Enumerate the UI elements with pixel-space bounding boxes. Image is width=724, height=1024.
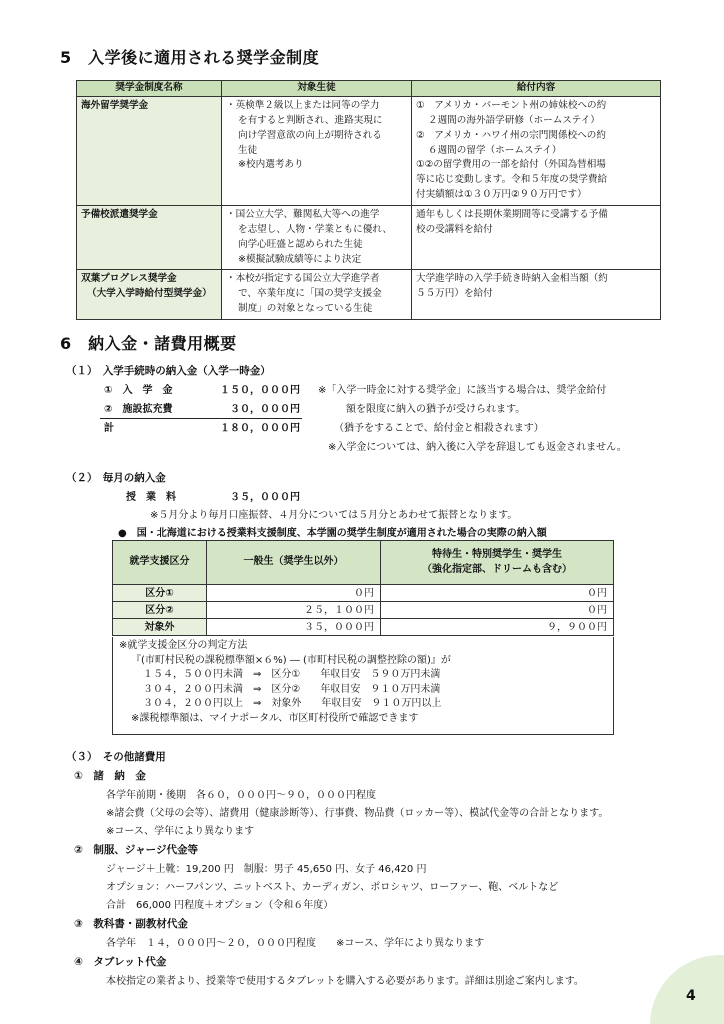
benefit-line: ２週間の海外語学研修（ホームステイ） <box>428 114 600 126</box>
target-students-cell <box>222 206 412 270</box>
target-students-cell <box>222 270 412 320</box>
support-heading: ● 国・北海道における授業料支援制度、本学園の奨学生制度が適用された場合の実際の納入額 <box>118 528 547 539</box>
criteria-box <box>112 637 614 735</box>
total-rule <box>100 418 302 419</box>
misc-fees-line-2: ※諸会費（父母の会等）、諸費用（健康診断等）、行事費、物品費（ロッカー等）、模試代金等の合計となります。 <box>106 808 609 819</box>
general-fee-cell: ３５，０００円 <box>207 619 381 636</box>
page-number: 4 <box>686 988 696 1004</box>
uniform-heading: ② 制服、ジャージ代金等 <box>74 844 198 856</box>
header-benefit: 給付内容 <box>412 81 661 97</box>
uniform-line-3: 合計 66,000 円程度＋オプション（令和６年度） <box>106 900 334 911</box>
benefit-line: 付実績額は①３０万円②９０万円です） <box>416 189 587 201</box>
misc-fees-line-1: 各学年前期・後期 各６０，０００円～９０，０００円程度 <box>106 790 376 801</box>
general-fee-cell: ２５，１００円 <box>207 602 381 619</box>
target-students-line: を志望し、人物・学業ともに優れ、 <box>238 223 393 235</box>
scholarship-name-cell <box>77 97 222 206</box>
scholarship-fee-cell: ０円 <box>381 585 614 602</box>
section5-title: 5 入学後に適用される奨学金制度 <box>60 48 320 67</box>
criteria-line-3: １５４，５００円未満 ⇒ 区分① 年収目安 ５９０万円未満 <box>143 669 441 680</box>
benefit-line: 大学進学時の入学手続き時納入金相当額（約 <box>416 273 608 285</box>
total-label: 計 <box>104 423 114 434</box>
header-support-category: 就学支援区分 <box>113 541 207 585</box>
target-students-line: ※模擬試験成績等により決定 <box>238 253 362 265</box>
criteria-line-2: 『(市町村民税の課税標準額×６%) ― (市町村民税の調整控除の額)』が <box>131 654 451 666</box>
fee-row <box>113 585 614 602</box>
scholarship-name-line: （大学入学時給付型奨学金） <box>87 288 212 300</box>
header-scholarship-line-2: （強化指定部、ドリームも含む） <box>422 563 572 575</box>
benefit-line: ①②の留学費用の一部を給付（外国為替相場 <box>416 159 606 171</box>
p1-note-3: （猶予をすることで、給付金と相殺されます） <box>334 423 544 434</box>
target-students-line: ※校内選考あり <box>238 159 304 171</box>
criteria-line-4: ３０４，２００円未満 ⇒ 区分② 年収目安 ９１０万円未満 <box>143 683 441 695</box>
target-students-line: 生徒 <box>238 144 258 156</box>
facility-fee-value: ３０，０００円 <box>230 404 300 415</box>
target-students-line: 向け学習意欲の向上が期待される <box>238 129 382 141</box>
fee-table <box>112 540 614 636</box>
benefit-line: ６週間の留学（ホームステイ） <box>428 144 562 156</box>
target-students-line: で、卒業年度に「国の奨学支援金 <box>238 288 382 300</box>
support-category-cell: 区分② <box>113 602 207 619</box>
target-students-cell <box>222 97 412 206</box>
benefit-line: 校の受講料を給付 <box>416 223 493 235</box>
scholarship-row <box>77 270 661 320</box>
target-students-line: ・本校が指定する国公立大学進学者 <box>226 273 380 285</box>
benefit-cell <box>412 270 661 320</box>
support-category-cell: 区分① <box>113 585 207 602</box>
textbook-line-1: 各学年 １４，０００円～２０，０００円程度 ※コース、学年により異なります <box>106 938 485 949</box>
textbook-heading: ③ 教科書・副教材代金 <box>74 918 188 930</box>
p1-note-2: 額を限度に納入の猶予が受けられます。 <box>346 404 526 415</box>
total-value: １８０，０００円 <box>220 423 300 434</box>
scholarship-name-line: 予備校派遣奨学金 <box>81 209 158 221</box>
fee-row <box>113 619 614 636</box>
scholarship-table <box>76 80 661 320</box>
header-scholarship-name: 奨学金制度名称 <box>77 81 222 97</box>
header-scholarship-student <box>381 541 614 585</box>
misc-fees-heading: ① 諸 納 金 <box>74 770 146 782</box>
benefit-cell <box>412 97 661 206</box>
scholarship-row <box>77 206 661 270</box>
criteria-line-1: ※就学支援金区分の判定方法 <box>119 640 248 651</box>
target-students-line: 制度」の対象となっている生徒 <box>238 303 373 315</box>
general-fee-cell: ０円 <box>207 585 381 602</box>
target-students-line: を有すると判断され、進路実現に <box>238 114 383 126</box>
target-students-line: ・国公立大学、難関私大等への進学 <box>226 209 380 221</box>
scholarship-name-cell <box>77 206 222 270</box>
target-students-line: ・英検準２級以上または同等の学力 <box>226 100 380 111</box>
scholarship-name-line: 双葉プログレス奨学金 <box>81 273 177 285</box>
header-scholarship-line-1: 特待生・特別奨学生・奨学生 <box>432 549 562 560</box>
benefit-line: ５５万円）を給付 <box>416 288 493 300</box>
facility-fee-label: ② 施設拡充費 <box>104 404 173 415</box>
criteria-line-5: ３０４，２００円以上 ⇒ 対象外 年収目安 ９１０万円以上 <box>143 698 442 709</box>
scholarship-fee-cell: ０円 <box>381 602 614 619</box>
scholarship-fee-cell: ９，９００円 <box>381 619 614 636</box>
section6-title: 6 納入金・諸費用概要 <box>60 334 237 353</box>
tuition-label: 授 業 料 <box>126 492 176 503</box>
p2-heading: （２） 毎月の納入金 <box>66 472 166 484</box>
tablet-heading: ④ タブレット代金 <box>74 956 167 968</box>
criteria-line-6: ※課税標準額は、マイナポータル、市区町村役所で確認できます <box>131 712 419 724</box>
benefit-line: 通年もしくは長期休業期間等に受講する予備 <box>416 209 608 221</box>
header-target-students: 対象生徒 <box>222 81 412 97</box>
scholarship-table-header <box>77 81 661 97</box>
p1-heading: （１） 入学手続時の納入金（入学一時金） <box>66 365 271 377</box>
misc-fees-line-3: ※コース、学年により異なります <box>106 826 255 837</box>
fee-row <box>113 602 614 619</box>
tuition-note: ※５月分より毎月口座振替、４月分については５月分とあわせて振替となります。 <box>150 510 518 521</box>
p1-note-4: ※入学金については、納入後に入学を辞退しても返金されません。 <box>328 442 627 453</box>
benefit-line: 等に応じ変動します。令和５年度の奨学費給 <box>416 174 608 186</box>
tablet-line-1: 本校指定の業者より、授業等で使用するタブレットを購入する必要があります。詳細は別途ご案内します。 <box>106 976 584 987</box>
entrance-fee-value: １５０，０００円 <box>220 385 300 396</box>
tuition-value: ３５，０００円 <box>230 492 300 503</box>
header-general-student: 一般生（奨学生以外） <box>207 541 381 585</box>
support-category-cell: 対象外 <box>113 619 207 636</box>
scholarship-row <box>77 97 661 206</box>
benefit-line: ② アメリカ・ハワイ州の宗門関係校への約 <box>416 129 606 141</box>
fee-table-header <box>113 541 614 585</box>
scholarship-name-cell <box>77 270 222 320</box>
benefit-line: ① アメリカ・バーモント州の姉妹校への約 <box>416 100 607 111</box>
target-students-line: 向学心旺盛と認められた生徒 <box>238 238 363 250</box>
uniform-line-1: ジャージ＋上靴：19,200 円 制服：男子 45,650 円、女子 46,420 円 <box>106 864 427 875</box>
uniform-line-2: オプション：ハーフパンツ、ニットベスト、カーディガン、ポロシャツ、ローファー、鞄、ベルトなど <box>106 882 559 893</box>
entrance-fee-label: ① 入 学 金 <box>104 385 173 396</box>
benefit-cell <box>412 206 661 270</box>
p3-heading: （３） その他諸費用 <box>66 751 166 763</box>
scholarship-name-line: 海外留学奨学金 <box>81 100 149 111</box>
p1-note-1: ※「入学一時金に対する奨学金」に該当する場合は、奨学金給付 <box>318 385 607 396</box>
